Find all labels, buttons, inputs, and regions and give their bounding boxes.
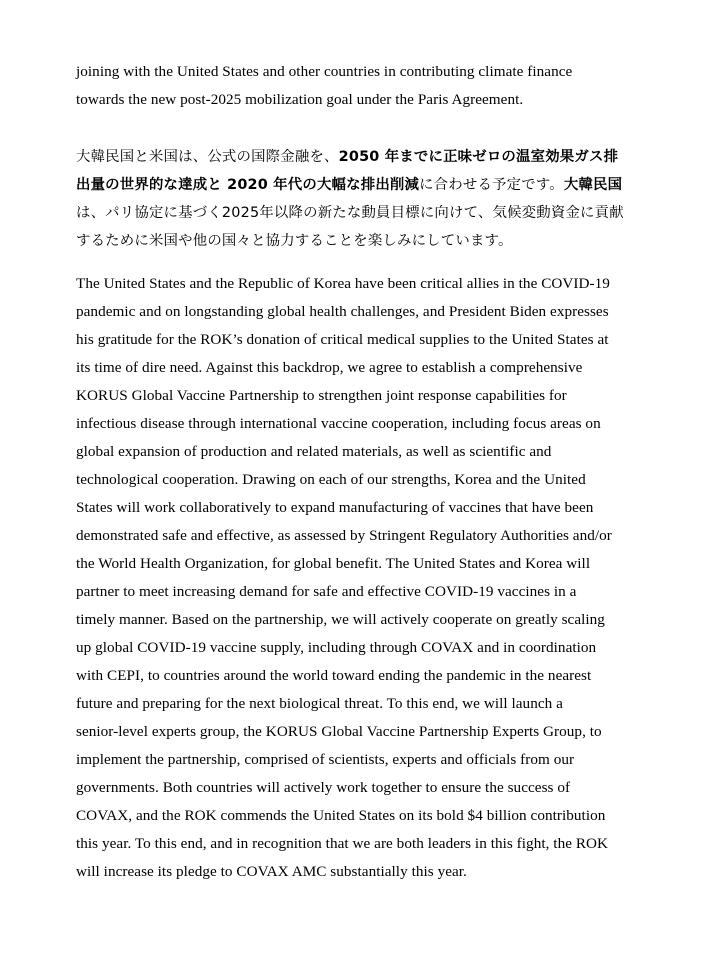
paragraph-2-line: [76, 145, 618, 166]
paragraph-3-line: technological cooperation. Drawing on each of our strengths, Korea and the United: [76, 471, 586, 488]
paragraph-3-line: COVAX, and the ROK commends the United States on its bold $4 billion contribution: [76, 807, 606, 824]
paragraph-3-line: demonstrated safe and effective, as assessed by Stringent Regulatory Authorities and/or: [76, 527, 612, 544]
paragraph-2-text: 大韓民国と米国は、公式の国際金融を、: [76, 149, 339, 165]
paragraph-3-line: implement the partnership, comprised of scientists, experts and officials from our: [76, 751, 575, 768]
paragraph-2-line: するために米国や他の国々と協力することを楽しみにしています。: [76, 233, 513, 249]
paragraph-2-bold-text: 2050 年までに正味ゼロの温室効果ガス排: [338, 149, 619, 165]
paragraph-3-line: governments. Both countries will actively work together to ensure the success of: [76, 779, 571, 796]
paragraph-3-line: infectious disease through international vaccine cooperation, including focus areas on: [76, 415, 601, 432]
paragraph-2-bold-text: 出量の世界的な達成と 2020 年代の大幅な排出削減: [76, 177, 420, 193]
paragraph-3-line: pandemic and on longstanding global health challenges, and President Biden expresses: [76, 303, 609, 320]
paragraph-3-line: States will work collaboratively to expand manufacturing of vaccines that have been: [76, 499, 594, 516]
paragraph-1-line: joining with the United States and other countries in contributing climate finance: [76, 63, 573, 80]
paragraph-3-line: up global COVID-19 vaccine supply, including through COVAX and in coordination: [76, 639, 597, 656]
paragraph-3-line: his gratitude for the ROK’s donation of critical medical supplies to the United States at: [76, 331, 609, 348]
paragraph-2-line: [76, 173, 622, 194]
paragraph-2-line: は、パリ協定に基づく2025年以降の新たな動員目標に向けて、気候変動資金に貢献: [76, 205, 624, 221]
paragraph-3-line: KORUS Global Vaccine Partnership to strengthen joint response capabilities for: [76, 387, 567, 404]
paragraph-3-line: will increase its pledge to COVAX AMC substantially this year.: [76, 863, 467, 880]
paragraph-2-bold-text: 大韓民国: [563, 177, 623, 193]
paragraph-3-line: with CEPI, to countries around the world toward ending the pandemic in the nearest: [76, 667, 592, 684]
paragraph-3-line: the World Health Organization, for global benefit. The United States and Korea will: [76, 555, 591, 572]
paragraph-3-line: senior-level experts group, the KORUS Global Vaccine Partnership Experts Group, to: [76, 723, 602, 740]
paragraph-3-line: this year. To this end, and in recognition that we are both leaders in this fight, the ROK: [76, 835, 609, 852]
paragraph-1-line: towards the new post-2025 mobilization goal under the Paris Agreement.: [76, 91, 524, 108]
paragraph-3-line: timely manner. Based on the partnership, we will actively cooperate on greatly scaling: [76, 611, 605, 628]
paragraph-3-line: partner to meet increasing demand for safe and effective COVID-19 vaccines in a: [76, 583, 577, 600]
paragraph-3-line: global expansion of production and related materials, as well as scientific and: [76, 443, 552, 460]
paragraph-3-line: The United States and the Republic of Korea have been critical allies in the COVID-19: [76, 275, 610, 292]
paragraph-2-text: に合わせる予定です。: [419, 177, 564, 193]
paragraph-3-line: its time of dire need. Against this backdrop, we agree to establish a comprehensive: [76, 359, 583, 376]
paragraph-3-line: future and preparing for the next biological threat. To this end, we will launch a: [76, 695, 563, 712]
